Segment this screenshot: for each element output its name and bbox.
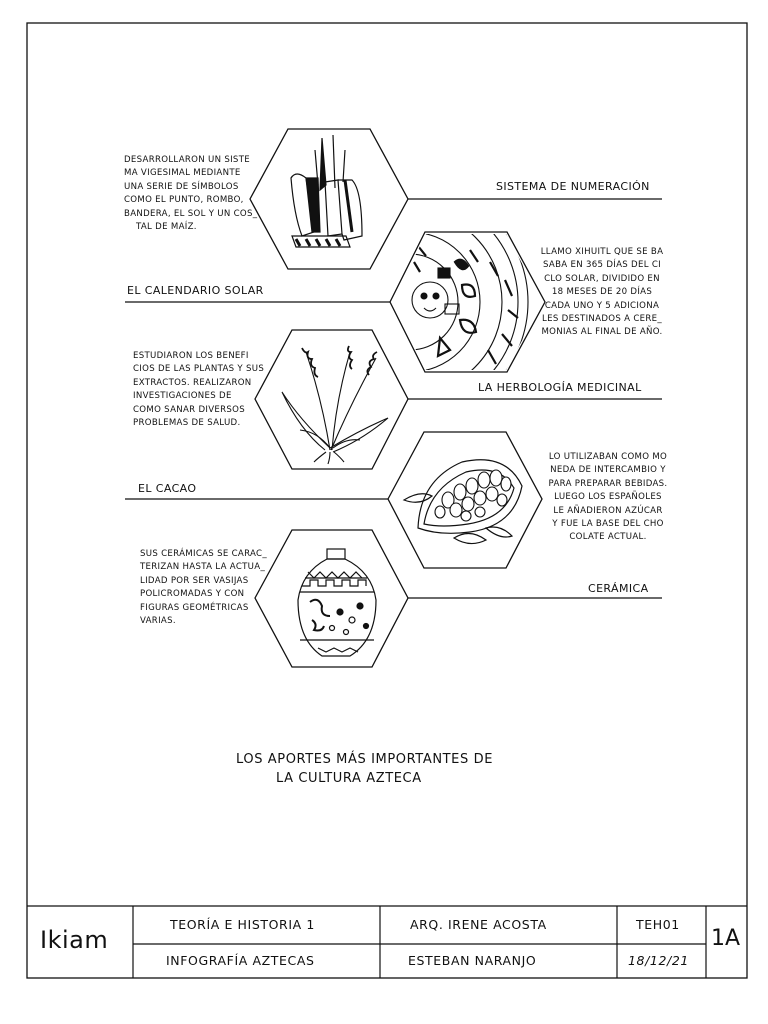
- hexagon-frames: [250, 129, 545, 667]
- hexagon-calendario: [390, 232, 545, 372]
- text-line: POLICROMADAS Y CON: [140, 589, 245, 600]
- course-name: TEORÍA E HISTORIA 1: [170, 917, 315, 932]
- label-calendario-solar: EL CALENDARIO SOLAR: [127, 284, 264, 297]
- text-line: CIOS DE LAS PLANTAS Y SUS: [133, 364, 265, 375]
- text-line: LIDAD POR SER VASIJAS: [140, 575, 249, 586]
- sheet-date: 18/12/21: [628, 953, 689, 968]
- text-line: VARIAS.: [140, 616, 176, 627]
- medicinal-plant-icon: [282, 346, 388, 464]
- herbologia-description: [133, 350, 264, 430]
- text-line: MA VIGESIMAL MEDIANTE: [124, 168, 241, 179]
- title-line-2: LA CULTURA AZTECA: [276, 771, 422, 786]
- numeracion-description: [124, 154, 257, 234]
- text-line: SUS CERÁMICAS SE CARAC_: [140, 549, 267, 559]
- text-line: CLO SOLAR, DIVIDIDO EN: [544, 273, 660, 284]
- text-line: PARA PREPARAR BEBIDAS.: [548, 478, 668, 489]
- text-line: 18 MESES DE 20 DÍAS: [551, 287, 653, 298]
- text-line: CADA UNO Y 5 ADICIONA: [544, 300, 660, 311]
- cacao-pod-icon: [404, 460, 522, 544]
- student-name: ESTEBAN NARANJO: [408, 953, 537, 968]
- text-line: NEDA DE INTERCAMBIO Y: [550, 465, 666, 476]
- calendario-description: [538, 246, 666, 340]
- ceramic-vase-icon: [298, 549, 376, 656]
- text-line: TAL DE MAÍZ.: [136, 222, 197, 233]
- sheet-code: TEH01: [636, 917, 680, 932]
- text-line: DESARROLLARON UN SISTE: [124, 155, 250, 165]
- text-line: LE AÑADIERON AZÚCAR: [553, 505, 663, 516]
- label-herbologia-medicinal: LA HERBOLOGÍA MEDICINAL: [478, 381, 642, 394]
- text-line: PROBLEMAS DE SALUD.: [133, 418, 241, 429]
- project-name: INFOGRAFÍA AZTECAS: [166, 953, 315, 968]
- label-cacao: EL CACAO: [138, 482, 197, 495]
- institution-logo-text: Ikiam: [40, 926, 109, 954]
- hexagon-numeracion: [250, 129, 408, 269]
- ceramica-description: [140, 548, 267, 628]
- text-line: MONIAS AL FINAL DE AÑO.: [541, 327, 663, 338]
- professor-name: ARQ. IRENE ACOSTA: [410, 917, 547, 932]
- text-line: LO UTILIZABAN COMO MO: [548, 452, 668, 462]
- cacao-description: [538, 451, 678, 545]
- hands-numbering-icon: [291, 135, 362, 247]
- hexagon-ceramica: [255, 530, 408, 667]
- text-line: Y FUE LA BASE DEL CHO: [552, 519, 664, 530]
- text-line: ESTUDIARON LOS BENEFI: [133, 351, 249, 361]
- text-line: COMO SANAR DIVERSOS: [133, 404, 245, 415]
- text-line: COLATE ACTUAL.: [569, 532, 647, 543]
- infographic-title: [236, 750, 493, 788]
- label-ceramica: CERÁMICA: [588, 582, 649, 595]
- text-line: UNA SERIE DE SÍMBOLOS: [124, 181, 239, 192]
- sheet-number: 1A: [711, 926, 741, 951]
- text-line: SABA EN 365 DÍAS DEL CI: [543, 260, 661, 271]
- title-line-1: LOS APORTES MÁS IMPORTANTES DE: [236, 752, 494, 767]
- text-line: INVESTIGACIONES DE: [133, 391, 232, 402]
- text-line: BANDERA, EL SOL Y UN COS_: [124, 208, 258, 219]
- text-line: TERIZAN HASTA LA ACTUA_: [140, 562, 266, 573]
- text-line: LUEGO LOS ESPAÑOLES: [554, 492, 662, 503]
- text-line: FIGURAS GEOMÉTRICAS: [140, 602, 249, 613]
- text-line: COMO EL PUNTO, ROMBO,: [124, 195, 244, 206]
- text-line: LLAMO XIHUITL QUE SE BA: [540, 247, 664, 257]
- text-line: EXTRACTOS. REALIZARON: [133, 377, 252, 388]
- text-line: LES DESTINADOS A CERE_: [542, 314, 662, 325]
- label-sistema-numeracion: SISTEMA DE NUMERACIÓN: [496, 180, 650, 193]
